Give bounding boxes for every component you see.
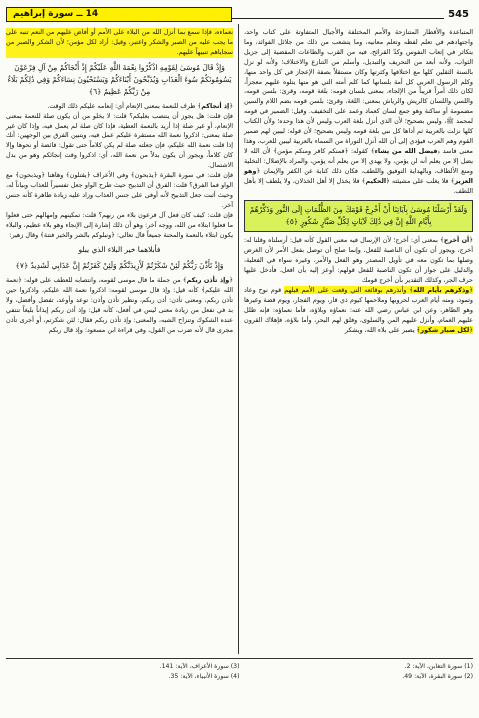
paragraph: فإن قلت: في سورة البقرة ﴿يذبحون﴾ وفي الأعراف ﴿يقتلون﴾ وهاهنا ﴿ويذبحون﴾ مع الواو فما الفرق؟ قلت: الفرق أن التذبيح حيث طرح الواو جعل تفسيراً للعذاب وبياناً له، وحيث أثبت جعل التذبيح لأنه أوفى على جنس العذاب وزاد عليه زيادة ظاهرة كأنه جنس آخر. — [6, 171, 233, 209]
keyword: وإذ تأذن ربكم — [186, 276, 230, 285]
paragraph-text: فلا يخذل إلا أهل الخذلان، ولا يلطف إلا بأهل اللطف. — [244, 176, 473, 195]
keyword: فيضل الله من يشاء — [374, 146, 438, 155]
highlighted-text: وأنذرهم بوقائعه التي وقعت على الأمم قبلهم — [284, 285, 407, 294]
surah-title-bar — [6, 7, 232, 22]
footnotes-left — [6, 663, 240, 683]
keyword: إذ أنجاكم — [201, 101, 230, 110]
paragraph-text: ظرف للنعمة بمعنى الإنعام أي: إنعامه عليكم ذلك الوقت. — [47, 101, 196, 110]
page-number: 545 — [448, 8, 469, 20]
keyword: الحكيم — [365, 176, 387, 185]
paragraph-text: قوم نوح وعاد وثمود، ومنه أيام العرب لحروبها وملاحمها كيوم ذي قار، ويوم الفجار، ويوم قضة وغيرها وهو الظاهر، وعن ابن عباس رضي الله عنه: نعماؤه وبلاؤه، فأما نعماؤه: فإنه ظلل عليهم الغمام، وأنزل عليهم المن والسلوى، وفلق لهم البحر، وأما بلاؤه، فإهلاك القرون — [244, 285, 473, 324]
paragraph: ﴿وذكرهم بأيام الله﴾ وأنذرهم بوقائعه التي وقعت على الأمم قبلهم قوم نوح وعاد وثمود، ومنه أيام العرب لحروبها وملاحمها كيوم ذي قار، ويوم الفجار، ويوم قضة وغيرها وهو الظاهر، وعن ابن عباس رضي الله عنه: نعماؤه وبلاؤه، فأما نعماؤه: فإنه ظلل عليهم الغمام، وأنزل عليهم المن والسلوى، وفلق لهم البحر، وأما بلاؤه، فإهلاك القرون ﴿لكل صبار شكور﴾ يصبر على بلاء الله، ويشكر — [244, 285, 473, 334]
paragraph-text: المتباعدة والأقطار المتنازحة والأمم المختلفة والأجيال المتفاوتة على كتاب واحد، واجتهادهم في تعلم لفظه وتعلم معانيه، وما يتشعب من ذلك من جلائل الفوائد، وما يتكاثر في إتعاب النفوس وكدّ القرائح، فيه من القرب والطاعات المفضية إلى جزيل الثواب، ولأنه أبعد من التحريف والتبديل، وأسلم من التنازع والاختلاف؛ ولأنه لو نزل بالسنة الثقلين كلها مع اختلافها وكثرتها وكان مستقلاً بصفة الإعجاز في كل واحد منها، وكلم الرسول العربي كل أمة بلسانها كما كلم أمته التي هو منها يتلوه عليهم معجزاً، لكان ذلك أمراً قريباً من الإلجاء، بمعنى بلسان قومه: بلغة قومه، وقرئ: بلسن قومه، واللسن واللسان كالريش والرياش بمعنى: اللغة، وقرئ: بلسن قومه بضم اللام والسين مضمومة أو ساكنة وهو جمع لسان كعماد وعمد على التخفيف. وقيل: الضمير في قومه لمحمد ﷺ، وليس بصحيح؛ لأن الذي أنزل بلغة العرب وليس لأن هذا وحده؛ ولأن الكتاب كلها نزلت بالعربية ثم أداها كل نبي بلغة قومه وليس بصحيح؛ لأن قوله: ليبين لهم ضمير القوم وهم العرب فيؤدي إلى أن الله أنزل التوراة من السماء بالعربية ليبين للعرب، وهذا معنى فاسد — [244, 28, 473, 155]
paragraph-text: بمعنى أي: أخرج؛ لأن الإرسال فيه معنى القول كأنه قيل: أرسلناه وقلنا له: أخرج، ويجوز أن تكون أن الناصبة للفعل، وإنما صلح أن توصل بفعل الأمر لأن الغرض وصلها بما تكون معه في تأويل المصدر وهو الفعل والأمر، وغيره سواء في الفعلية، والدليل على جواز أن تكون الناصبة للفعل قولهم: أوعز إليه بأن افعل، فأدخل عليها حرف الجر، وكذلك التقدير بأن أخرج قومك — [244, 236, 473, 285]
keyword: وهو العزيز — [244, 166, 473, 185]
footnote: (3) سورة الأعراف، الآية: 141. — [159, 663, 240, 670]
paragraph: ﴿أن أخرج﴾ بمعنى أي: أخرج؛ لأن الإرسال فيه معنى القول كأنه قيل: أرسلناه وقلنا له: أخرج، ويجوز أن تكون أن الناصبة للفعل، وإنما صلح أن توصل بفعل الأمر لأن الغرض وصلها بما تكون معه في تأويل المصدر وهو الفعل والأمر، وغيره سواء في الفعلية، والدليل على جواز أن تكون الناصبة للفعل قولهم: أوعز إليه بأن افعل، فأدخل عليها حرف الجر، وكذلك التقدير بأن أخرج قومك — [244, 236, 473, 285]
paragraph: فإن قلت: كيف كان فعل آل فرعون بلاء من ربهم؟ قلت: تمكينهم وإمهالهم حتى فعلوا ما فعلوا ابتلاء من الله، ووجه آخر: وهو أن ذلك إشارة إلى الإنجاء وهو بلاء عظيم، والبلاء يكون ابتلاء بالنعمة والمحنة جميعاً قال تعالى: ﴿ونبلوكم بالشر والخير فتنة﴾ وقال زهير: — [6, 210, 233, 239]
paragraph-text: من جملة ما قال موسى لقومه، وانتصابه للعطف على قوله: ﴿نعمة الله عليكم﴾ كأنه قيل: وإذ قال موسى لقومه: اذكروا نعمة الله عليكم، واذكروا حين تأذن ربكم، ومعنى تأذن: أذن ربكم، ونظير تأذن وأذن: توعد وأوعد، تفضل وأفضل، ولا بد في تفعل من زيادة معنى ليس في أفعل، كأنه قيل: وإذ أذن ربكم إيذاناً بليغاً تنتفي عنده الشكوك وتنزاح الشبه، والمعنى: وإذ تأذن ربكم فقال: لئن شكرتم، أو أجرى تأذن مجرى قال لأنه ضرب من القول، وفي قراءة ابن مسعود: وإذ قال ربكم — [6, 276, 233, 334]
page-header — [6, 6, 473, 22]
paragraph-text: فلا يغلب على مشيئته — [392, 176, 449, 185]
paragraph: ﴿وإذ تأذن ربكم﴾ من جملة ما قال موسى لقومه، وانتصابه للعطف على قوله: ﴿نعمة الله عليكم﴾ كأنه قيل: وإذ قال موسى لقومه: اذكروا نعمة الله عليكم، واذكروا حين تأذن ربكم، ومعنى تأذن: أذن ربكم، ونظير تأذن وأذن: توعد وأوعد، تفضل وأفضل، ولا بد في تفعل من زيادة معنى ليس في أفعل، كأنه قيل: وإذ أذن ربكم إيذاناً بليغاً تنتفي عنده الشكوك وتنزاح الشبه، والمعنى: وإذ تأذن ربكم فقال: لئن شكرتم، أو أجرى تأذن مجرى قال لأنه ضرب من القول، وفي قراءة ابن مسعود: وإذ قال ربكم — [6, 276, 234, 334]
header-rule — [232, 10, 444, 19]
paragraph: فإن قلت: هل يجوز أن ينتصب بعليكم؟ قلت: لا يخلو من أن يكون صلة للنعمة بمعنى الإنعام، أو غير صلة إذا أريد بالنعمة العطية، فإذا كان صلة لم يعمل فيه، وإذا كان غير صلة بمعنى: اذكروا نعمة الله مستقرة عليكم عمل فيه، ويتبين الفرق بين الوجهين: أنك إذا قلت نعمة الله عليكم، فإن جعلته صلة لم يكن كلاماً حتى تقول: فائضة أو نحوها وإلا كان كلاماً، ويجوز أن يكون بدلاً من نعمة الله، أي: اذكروا وقت إنجائكم وهو من بدل الاشتمال. — [6, 111, 233, 170]
quran-verse: وَلَقَدْ أَرْسَلْنَا مُوسَىٰ بِآيَاتِنَا أَنْ أَخْرِجْ قَوْمَكَ مِنَ الظُّلُمَاتِ إِلَى النُّورِ وَذَكِّرْهُمْ بِأَيَّامِ اللَّهِ إِنَّ فِي ذَٰلِكَ لَآيَاتٍ لِكُلِّ صَبَّارٍ شَكُورٍ ﴿٥﴾ — [244, 200, 473, 232]
surah-title: 14 ــ سورة إبراهيم — [13, 9, 99, 19]
quran-verse: وَإِذْ تَأَذَّنَ رَبُّكُمْ لَئِنْ شَكَرْتُمْ لَأَزِيدَنَّكُمْ وَلَئِنْ كَفَرْتُمْ إِنَّ عَذَابِي لَشَدِيدٌ ﴿٧﴾ — [15, 261, 224, 271]
footnotes-right — [240, 663, 474, 683]
column-divider — [238, 24, 239, 654]
keyword: لكل صبار شكور — [420, 325, 470, 334]
quran-verse: وَإِذْ قَالَ مُوسَىٰ لِقَوْمِهِ اذْكُرُوا نِعْمَةَ اللَّهِ عَلَيْكُمْ إِذْ أَنْجَاكُمْ مِنْ آلِ فِرْعَوْنَ يَسُومُونَكُمْ سُوءَ الْعَذَابِ وَيُذَبِّحُونَ أَبْنَاءَكُمْ وَيَسْتَحْيُونَ نِسَاءَكُمْ وَفِي ذَٰلِكُمْ بَلَاءٌ مِنْ رَبِّكُمْ عَظِيمٌ ﴿٦﴾ — [7, 62, 232, 96]
paragraph-text: يصبر على بلاء الله، ويشكر — [344, 325, 415, 334]
keyword: وذكرهم بأيام الله — [413, 285, 470, 294]
left-column — [6, 28, 233, 336]
footnote: (2) سورة البقرة، الآية: 49. — [402, 673, 473, 680]
poem-verse: فأبلاهما خير البلاء الذي يبلو — [78, 245, 161, 255]
paragraph-text: كقوله: ﴿فمنكم كافر ومنكم مؤمن﴾ لأن الله لا يضل إلا من يعلم أنه لن يؤمن، ولا يهدي إلا من يعلم أنه يؤمن، والمراد بالإضلال: التخلية ومنع الألطاف، وبالهداية التوفيق واللطف، فكان ذلك كناية عن الكفر والإيمان — [244, 146, 473, 175]
highlighted-paragraph: نعماءه، فإذا سمع بما أنزل الله من البلاء على الأمم أو أفاض عليهم من النعم تنبه على ما يجب عليه من الصبر والشكر واعتبر، وقيل: أراد لكل مؤمن؛ لأن الشكر والصبر من سجاياهم تنبيهاً عليهم. — [6, 28, 233, 56]
paragraph: المتباعدة والأقطار المتنازحة والأمم المختلفة والأجيال المتفاوتة على كتاب واحد، واجتهادهم في تعلم لفظه وتعلم معانيه، وما يتشعب من ذلك من جلائل الفوائد، وما يتكاثر في إتعاب النفوس وكدّ القرائح، فيه من القرب والطاعات المفضية إلى جزيل الثواب، ولأنه أبعد من التحريف والتبديل، وأسلم من التنازع والاختلاف؛ ولأنه لو نزل بالسنة الثقلين كلها مع اختلافها وكثرتها وكان مستقلاً بصفة الإعجاز في كل واحد منها، وكلم الرسول العربي كل أمة بلسانها كما كلم أمته التي هو منها يتلوه عليهم معجزاً، لكان ذلك أمراً قريباً من الإلجاء، بمعنى بلسان قومه: بلغة قومه، وقرئ: بلسن قومه، واللسن واللسان كالريش والرياش بمعنى: اللغة، وقرئ: بلسن قومه بضم اللام والسين مضمومة أو ساكنة وهو جمع لسان كعماد وعمد على التخفيف. وقيل: الضمير في قومه لمحمد ﷺ، وليس بصحيح؛ لأن الذي أنزل بلغة العرب وليس لأن هذا وحده؛ ولأن الكتاب كلها نزلت بالعربية ثم أداها كل نبي بلغة قومه وليس بصحيح؛ لأن قوله: ليبين لهم ضمير القوم وهم العرب فيؤدي إلى أن الله أنزل التوراة من السماء بالعربية ليبين للعرب، وهذا معنى فاسد ﴿فيضل الله من يشاء﴾ كقوله: ﴿فمنكم كافر ومنكم مؤمن﴾ لأن الله لا يضل إلا من يعلم أنه لن يؤمن، ولا يهدي إلا من يعلم أنه يؤمن، والمراد بالإضلال: التخلية ومنع الألطاف، وبالهداية التوفيق واللطف، فكان ذلك كناية عن الكفر والإيمان ﴿وهو العزيز﴾ فلا يغلب على مشيئته ﴿الحكيم﴾ فلا يخذل إلا أهل الخذلان، ولا يلطف إلا بأهل اللطف. — [244, 28, 473, 195]
paragraph: ﴿إذ أنجاكم﴾ ظرف للنعمة بمعنى الإنعام أي: إنعامه عليكم ذلك الوقت. — [47, 101, 233, 110]
footnotes — [6, 658, 473, 683]
footnote: (1) سورة التغابن، الآية: 2. — [404, 663, 473, 670]
keyword: أن أخرج — [443, 236, 470, 245]
right-column — [244, 28, 473, 335]
footnote: (4) سورة الأنبياء، الآية: 35. — [168, 673, 240, 680]
